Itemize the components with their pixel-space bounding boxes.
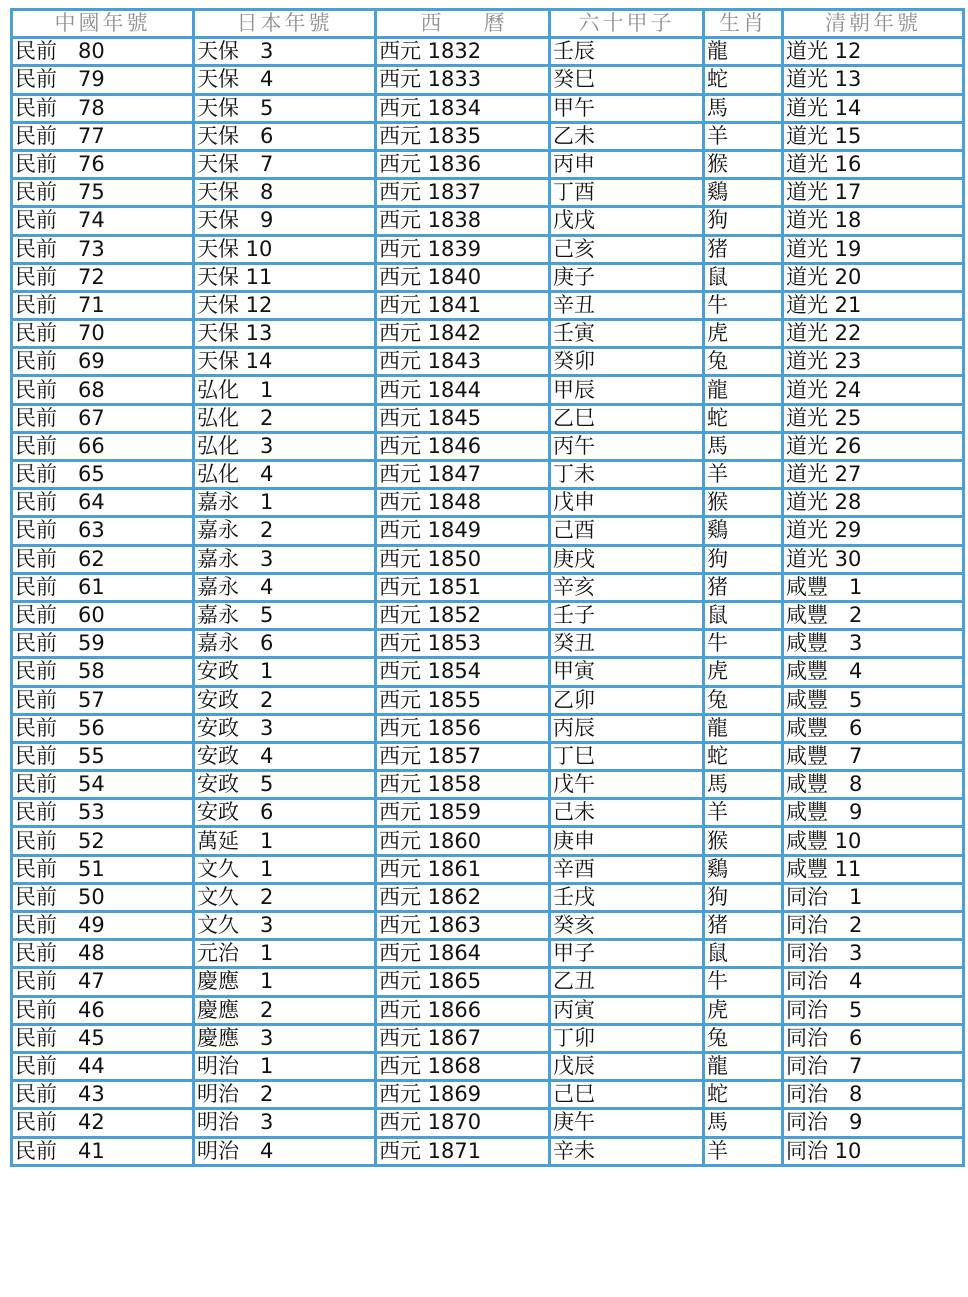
zodiac-cell: 鼠: [704, 940, 783, 968]
qing-era-cell: 道光 22: [783, 320, 964, 348]
qing-era-cell: 道光 14: [783, 94, 964, 122]
table-row: [12, 66, 964, 94]
sexagenary-cell: 己未: [550, 799, 704, 827]
chinese-era-cell: 民前 74: [12, 207, 194, 235]
qing-era-cell: 同治 6: [783, 1024, 964, 1052]
chinese-era-cell: 民前 56: [12, 714, 194, 742]
chinese-era-cell: 民前 49: [12, 912, 194, 940]
zodiac-cell: 牛: [704, 630, 783, 658]
sexagenary-cell: 乙巳: [550, 404, 704, 432]
qing-era-cell: 同治 1: [783, 883, 964, 911]
sexagenary-cell: 癸丑: [550, 630, 704, 658]
western-year-cell: 西元 1844: [376, 376, 550, 404]
western-year-cell: 西元 1838: [376, 207, 550, 235]
zodiac-cell: 猴: [704, 489, 783, 517]
western-year-cell: 西元 1841: [376, 291, 550, 319]
sexagenary-cell: 丁酉: [550, 179, 704, 207]
table-row: [12, 771, 964, 799]
chinese-era-cell: 民前 77: [12, 122, 194, 150]
sexagenary-cell: 庚戌: [550, 545, 704, 573]
japanese-era-cell: 弘化 1: [194, 376, 376, 404]
sexagenary-cell: 戊申: [550, 489, 704, 517]
japanese-era-cell: 天保 12: [194, 291, 376, 319]
qing-era-cell: 道光 13: [783, 66, 964, 94]
table-row: [12, 996, 964, 1024]
japanese-era-cell: 慶應 1: [194, 968, 376, 996]
qing-era-cell: 咸豐 10: [783, 827, 964, 855]
chinese-era-cell: 民前 69: [12, 348, 194, 376]
qing-era-cell: 同治 7: [783, 1052, 964, 1080]
header-qing-era: 清朝年號: [783, 10, 964, 38]
sexagenary-cell: 甲午: [550, 94, 704, 122]
sexagenary-cell: 丁卯: [550, 1024, 704, 1052]
western-year-cell: 西元 1835: [376, 122, 550, 150]
chinese-era-cell: 民前 42: [12, 1109, 194, 1137]
qing-era-cell: 同治 4: [783, 968, 964, 996]
qing-era-cell: 道光 16: [783, 150, 964, 178]
japanese-era-cell: 天保 11: [194, 263, 376, 291]
zodiac-cell: 鼠: [704, 263, 783, 291]
qing-era-cell: 同治 9: [783, 1109, 964, 1137]
table-row: [12, 1081, 964, 1109]
japanese-era-cell: 文久 1: [194, 855, 376, 883]
zodiac-cell: 羊: [704, 799, 783, 827]
chinese-era-cell: 民前 64: [12, 489, 194, 517]
japanese-era-cell: 天保 6: [194, 122, 376, 150]
japanese-era-cell: 嘉永 4: [194, 573, 376, 601]
western-year-cell: 西元 1860: [376, 827, 550, 855]
sexagenary-cell: 戊辰: [550, 1052, 704, 1080]
sexagenary-cell: 甲寅: [550, 658, 704, 686]
japanese-era-cell: 慶應 2: [194, 996, 376, 1024]
chinese-era-cell: 民前 62: [12, 545, 194, 573]
western-year-cell: 西元 1846: [376, 432, 550, 460]
zodiac-cell: 鼠: [704, 601, 783, 629]
japanese-era-cell: 天保 7: [194, 150, 376, 178]
table-row: [12, 207, 964, 235]
chinese-era-cell: 民前 80: [12, 38, 194, 66]
sexagenary-cell: 庚申: [550, 827, 704, 855]
zodiac-cell: 兔: [704, 1024, 783, 1052]
zodiac-cell: 虎: [704, 658, 783, 686]
western-year-cell: 西元 1849: [376, 517, 550, 545]
qing-era-cell: 道光 20: [783, 263, 964, 291]
western-year-cell: 西元 1850: [376, 545, 550, 573]
table-row: [12, 348, 964, 376]
western-year-cell: 西元 1839: [376, 235, 550, 263]
japanese-era-cell: 嘉永 3: [194, 545, 376, 573]
qing-era-cell: 道光 26: [783, 432, 964, 460]
sexagenary-cell: 己亥: [550, 235, 704, 263]
table-row: [12, 883, 964, 911]
western-year-cell: 西元 1836: [376, 150, 550, 178]
qing-era-cell: 道光 18: [783, 207, 964, 235]
chinese-era-cell: 民前 54: [12, 771, 194, 799]
zodiac-cell: 龍: [704, 714, 783, 742]
chinese-era-cell: 民前 51: [12, 855, 194, 883]
chinese-era-cell: 民前 67: [12, 404, 194, 432]
western-year-cell: 西元 1856: [376, 714, 550, 742]
western-year-cell: 西元 1837: [376, 179, 550, 207]
table-row: [12, 1137, 964, 1165]
japanese-era-cell: 慶應 3: [194, 1024, 376, 1052]
japanese-era-cell: 萬延 1: [194, 827, 376, 855]
chinese-era-cell: 民前 76: [12, 150, 194, 178]
western-year-cell: 西元 1868: [376, 1052, 550, 1080]
western-year-cell: 西元 1851: [376, 573, 550, 601]
qing-era-cell: 咸豐 11: [783, 855, 964, 883]
japanese-era-cell: 安政 3: [194, 714, 376, 742]
western-year-cell: 西元 1854: [376, 658, 550, 686]
sexagenary-cell: 壬戌: [550, 883, 704, 911]
table-row: [12, 291, 964, 319]
western-year-cell: 西元 1848: [376, 489, 550, 517]
sexagenary-cell: 丁未: [550, 461, 704, 489]
western-year-cell: 西元 1845: [376, 404, 550, 432]
chinese-era-cell: 民前 46: [12, 996, 194, 1024]
sexagenary-cell: 丙午: [550, 432, 704, 460]
zodiac-cell: 狗: [704, 883, 783, 911]
zodiac-cell: 馬: [704, 771, 783, 799]
qing-era-cell: 咸豐 9: [783, 799, 964, 827]
header-zodiac: 生肖: [704, 10, 783, 38]
sexagenary-cell: 乙丑: [550, 968, 704, 996]
sexagenary-cell: 辛未: [550, 1137, 704, 1165]
table-row: [12, 404, 964, 432]
qing-era-cell: 道光 17: [783, 179, 964, 207]
qing-era-cell: 道光 15: [783, 122, 964, 150]
western-year-cell: 西元 1832: [376, 38, 550, 66]
chinese-era-cell: 民前 45: [12, 1024, 194, 1052]
sexagenary-cell: 甲辰: [550, 376, 704, 404]
chinese-era-cell: 民前 68: [12, 376, 194, 404]
qing-era-cell: 咸豐 8: [783, 771, 964, 799]
qing-era-cell: 道光 28: [783, 489, 964, 517]
chinese-era-cell: 民前 50: [12, 883, 194, 911]
chinese-era-cell: 民前 41: [12, 1137, 194, 1165]
zodiac-cell: 猴: [704, 150, 783, 178]
japanese-era-cell: 文久 2: [194, 883, 376, 911]
zodiac-cell: 鷄: [704, 855, 783, 883]
japanese-era-cell: 嘉永 2: [194, 517, 376, 545]
japanese-era-cell: 安政 5: [194, 771, 376, 799]
chinese-era-cell: 民前 72: [12, 263, 194, 291]
zodiac-cell: 羊: [704, 461, 783, 489]
table-row: [12, 150, 964, 178]
western-year-cell: 西元 1865: [376, 968, 550, 996]
chinese-era-cell: 民前 52: [12, 827, 194, 855]
western-year-cell: 西元 1863: [376, 912, 550, 940]
table-row: [12, 122, 964, 150]
zodiac-cell: 馬: [704, 432, 783, 460]
sexagenary-cell: 癸亥: [550, 912, 704, 940]
qing-era-cell: 道光 23: [783, 348, 964, 376]
zodiac-cell: 虎: [704, 996, 783, 1024]
table-row: [12, 376, 964, 404]
chinese-era-cell: 民前 78: [12, 94, 194, 122]
sexagenary-cell: 庚子: [550, 263, 704, 291]
japanese-era-cell: 天保 4: [194, 66, 376, 94]
chinese-era-cell: 民前 55: [12, 742, 194, 770]
chinese-era-cell: 民前 65: [12, 461, 194, 489]
western-year-cell: 西元 1871: [376, 1137, 550, 1165]
western-year-cell: 西元 1861: [376, 855, 550, 883]
table-row: [12, 263, 964, 291]
table-body: [12, 38, 964, 1166]
western-year-cell: 西元 1833: [376, 66, 550, 94]
table-row: [12, 827, 964, 855]
chinese-era-cell: 民前 63: [12, 517, 194, 545]
sexagenary-cell: 辛亥: [550, 573, 704, 601]
zodiac-cell: 兔: [704, 686, 783, 714]
qing-era-cell: 同治 2: [783, 912, 964, 940]
qing-era-cell: 道光 12: [783, 38, 964, 66]
zodiac-cell: 龍: [704, 376, 783, 404]
qing-era-cell: 道光 27: [783, 461, 964, 489]
zodiac-cell: 龍: [704, 1052, 783, 1080]
table-row: [12, 517, 964, 545]
sexagenary-cell: 壬寅: [550, 320, 704, 348]
japanese-era-cell: 安政 6: [194, 799, 376, 827]
zodiac-cell: 羊: [704, 122, 783, 150]
japanese-era-cell: 天保 8: [194, 179, 376, 207]
table-header: [12, 10, 964, 38]
table-row: [12, 1024, 964, 1052]
table-row: [12, 799, 964, 827]
header-japanese-era: 日本年號: [194, 10, 376, 38]
chinese-era-cell: 民前 70: [12, 320, 194, 348]
zodiac-cell: 狗: [704, 207, 783, 235]
sexagenary-cell: 丙寅: [550, 996, 704, 1024]
chinese-era-cell: 民前 73: [12, 235, 194, 263]
western-year-cell: 西元 1869: [376, 1081, 550, 1109]
japanese-era-cell: 元治 1: [194, 940, 376, 968]
western-year-cell: 西元 1859: [376, 799, 550, 827]
zodiac-cell: 猪: [704, 573, 783, 601]
japanese-era-cell: 天保 13: [194, 320, 376, 348]
western-year-cell: 西元 1855: [376, 686, 550, 714]
japanese-era-cell: 天保 14: [194, 348, 376, 376]
western-year-cell: 西元 1862: [376, 883, 550, 911]
sexagenary-cell: 甲子: [550, 940, 704, 968]
japanese-era-cell: 安政 1: [194, 658, 376, 686]
chinese-era-cell: 民前 79: [12, 66, 194, 94]
table-row: [12, 235, 964, 263]
qing-era-cell: 同治 3: [783, 940, 964, 968]
table-row: [12, 179, 964, 207]
sexagenary-cell: 乙未: [550, 122, 704, 150]
table-row: [12, 940, 964, 968]
zodiac-cell: 猪: [704, 235, 783, 263]
table-row: [12, 1052, 964, 1080]
qing-era-cell: 咸豐 2: [783, 601, 964, 629]
western-year-cell: 西元 1834: [376, 94, 550, 122]
qing-era-cell: 咸豐 3: [783, 630, 964, 658]
chinese-era-cell: 民前 61: [12, 573, 194, 601]
table-row: [12, 968, 964, 996]
table-row: [12, 855, 964, 883]
era-conversion-table-container: [10, 8, 962, 1167]
japanese-era-cell: 安政 4: [194, 742, 376, 770]
western-year-cell: 西元 1858: [376, 771, 550, 799]
japanese-era-cell: 文久 3: [194, 912, 376, 940]
table-row: [12, 573, 964, 601]
header-row: [12, 10, 964, 38]
chinese-era-cell: 民前 47: [12, 968, 194, 996]
chinese-era-cell: 民前 58: [12, 658, 194, 686]
header-western-calendar: 西 曆: [376, 10, 550, 38]
table-row: [12, 630, 964, 658]
sexagenary-cell: 壬子: [550, 601, 704, 629]
western-year-cell: 西元 1842: [376, 320, 550, 348]
japanese-era-cell: 天保 9: [194, 207, 376, 235]
japanese-era-cell: 天保 5: [194, 94, 376, 122]
table-row: [12, 1109, 964, 1137]
zodiac-cell: 羊: [704, 1137, 783, 1165]
table-row: [12, 461, 964, 489]
table-row: [12, 38, 964, 66]
western-year-cell: 西元 1847: [376, 461, 550, 489]
japanese-era-cell: 安政 2: [194, 686, 376, 714]
table-row: [12, 742, 964, 770]
qing-era-cell: 同治 10: [783, 1137, 964, 1165]
zodiac-cell: 鷄: [704, 179, 783, 207]
table-row: [12, 320, 964, 348]
qing-era-cell: 咸豐 6: [783, 714, 964, 742]
zodiac-cell: 狗: [704, 545, 783, 573]
western-year-cell: 西元 1867: [376, 1024, 550, 1052]
japanese-era-cell: 弘化 2: [194, 404, 376, 432]
qing-era-cell: 咸豐 1: [783, 573, 964, 601]
japanese-era-cell: 明治 2: [194, 1081, 376, 1109]
japanese-era-cell: 明治 4: [194, 1137, 376, 1165]
chinese-era-cell: 民前 53: [12, 799, 194, 827]
japanese-era-cell: 天保 3: [194, 38, 376, 66]
japanese-era-cell: 弘化 4: [194, 461, 376, 489]
western-year-cell: 西元 1840: [376, 263, 550, 291]
era-conversion-table: [10, 8, 965, 1167]
sexagenary-cell: 壬辰: [550, 38, 704, 66]
western-year-cell: 西元 1870: [376, 1109, 550, 1137]
chinese-era-cell: 民前 57: [12, 686, 194, 714]
zodiac-cell: 蛇: [704, 404, 783, 432]
qing-era-cell: 道光 25: [783, 404, 964, 432]
table-row: [12, 545, 964, 573]
qing-era-cell: 道光 21: [783, 291, 964, 319]
chinese-era-cell: 民前 44: [12, 1052, 194, 1080]
chinese-era-cell: 民前 60: [12, 601, 194, 629]
zodiac-cell: 馬: [704, 1109, 783, 1137]
sexagenary-cell: 庚午: [550, 1109, 704, 1137]
table-row: [12, 912, 964, 940]
chinese-era-cell: 民前 75: [12, 179, 194, 207]
sexagenary-cell: 丙申: [550, 150, 704, 178]
header-chinese-era: 中國年號: [12, 10, 194, 38]
zodiac-cell: 兔: [704, 348, 783, 376]
western-year-cell: 西元 1857: [376, 742, 550, 770]
qing-era-cell: 道光 30: [783, 545, 964, 573]
western-year-cell: 西元 1843: [376, 348, 550, 376]
qing-era-cell: 道光 24: [783, 376, 964, 404]
chinese-era-cell: 民前 43: [12, 1081, 194, 1109]
zodiac-cell: 牛: [704, 291, 783, 319]
qing-era-cell: 咸豐 4: [783, 658, 964, 686]
qing-era-cell: 咸豐 5: [783, 686, 964, 714]
japanese-era-cell: 嘉永 5: [194, 601, 376, 629]
western-year-cell: 西元 1852: [376, 601, 550, 629]
zodiac-cell: 鷄: [704, 517, 783, 545]
japanese-era-cell: 嘉永 1: [194, 489, 376, 517]
qing-era-cell: 同治 5: [783, 996, 964, 1024]
chinese-era-cell: 民前 66: [12, 432, 194, 460]
table-row: [12, 714, 964, 742]
zodiac-cell: 蛇: [704, 742, 783, 770]
sexagenary-cell: 癸巳: [550, 66, 704, 94]
zodiac-cell: 蛇: [704, 66, 783, 94]
zodiac-cell: 猪: [704, 912, 783, 940]
qing-era-cell: 道光 19: [783, 235, 964, 263]
zodiac-cell: 虎: [704, 320, 783, 348]
sexagenary-cell: 乙卯: [550, 686, 704, 714]
table-row: [12, 489, 964, 517]
sexagenary-cell: 丁巳: [550, 742, 704, 770]
zodiac-cell: 猴: [704, 827, 783, 855]
sexagenary-cell: 丙辰: [550, 714, 704, 742]
qing-era-cell: 道光 29: [783, 517, 964, 545]
table-row: [12, 601, 964, 629]
qing-era-cell: 咸豐 7: [783, 742, 964, 770]
zodiac-cell: 牛: [704, 968, 783, 996]
western-year-cell: 西元 1853: [376, 630, 550, 658]
japanese-era-cell: 天保 10: [194, 235, 376, 263]
sexagenary-cell: 己巳: [550, 1081, 704, 1109]
table-row: [12, 94, 964, 122]
sexagenary-cell: 戊午: [550, 771, 704, 799]
table-row: [12, 686, 964, 714]
western-year-cell: 西元 1866: [376, 996, 550, 1024]
table-row: [12, 432, 964, 460]
sexagenary-cell: 癸卯: [550, 348, 704, 376]
sexagenary-cell: 辛酉: [550, 855, 704, 883]
qing-era-cell: 同治 8: [783, 1081, 964, 1109]
zodiac-cell: 蛇: [704, 1081, 783, 1109]
japanese-era-cell: 嘉永 6: [194, 630, 376, 658]
chinese-era-cell: 民前 48: [12, 940, 194, 968]
table-row: [12, 658, 964, 686]
header-sexagenary-cycle: 六十甲子: [550, 10, 704, 38]
sexagenary-cell: 戊戌: [550, 207, 704, 235]
chinese-era-cell: 民前 59: [12, 630, 194, 658]
japanese-era-cell: 明治 1: [194, 1052, 376, 1080]
japanese-era-cell: 明治 3: [194, 1109, 376, 1137]
chinese-era-cell: 民前 71: [12, 291, 194, 319]
zodiac-cell: 龍: [704, 38, 783, 66]
japanese-era-cell: 弘化 3: [194, 432, 376, 460]
sexagenary-cell: 己酉: [550, 517, 704, 545]
sexagenary-cell: 辛丑: [550, 291, 704, 319]
zodiac-cell: 馬: [704, 94, 783, 122]
western-year-cell: 西元 1864: [376, 940, 550, 968]
